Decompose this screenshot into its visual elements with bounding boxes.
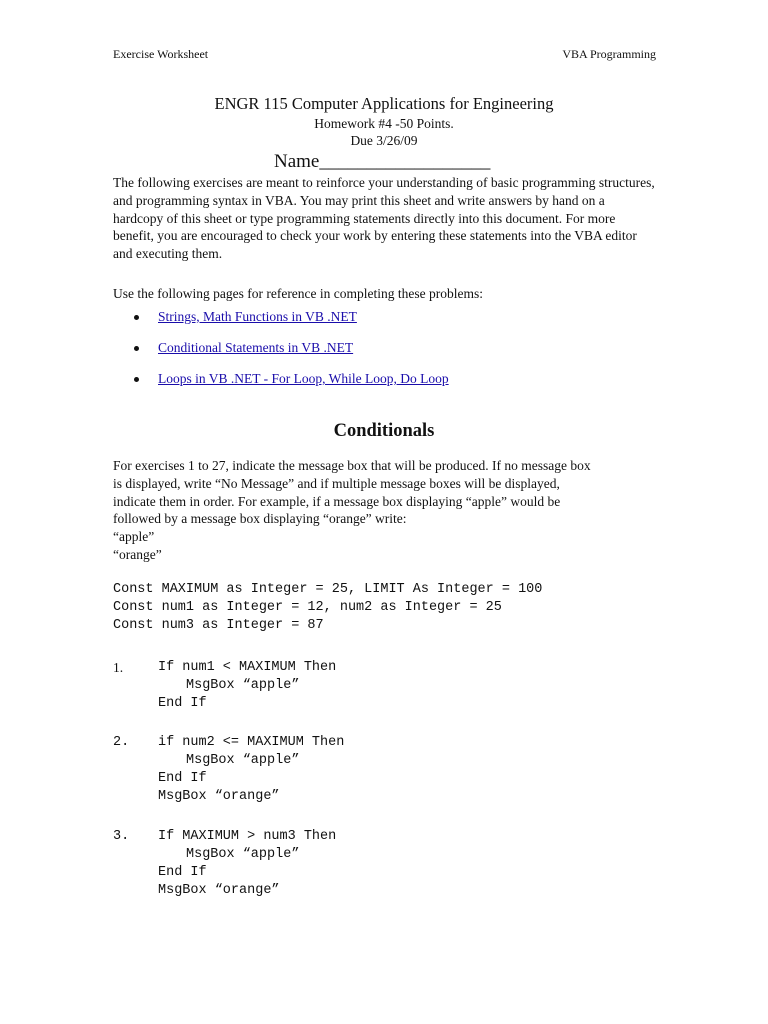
constant-declaration: Const num1 as Integer = 12, num2 as Integer = 25 <box>113 600 502 615</box>
instruction-line: followed by a message box displaying “orange” write: <box>113 511 407 527</box>
bullet-icon <box>134 346 139 351</box>
code-line: MsgBox “apple” <box>186 847 300 862</box>
header-right: VBA Programming <box>562 47 656 61</box>
exercise-number: 1. <box>113 660 124 675</box>
bullet-icon <box>134 377 139 382</box>
code-line: MsgBox “apple” <box>186 678 300 693</box>
header-left: Exercise Worksheet <box>113 47 209 61</box>
name-field[interactable]: Name__________________ <box>274 151 491 172</box>
homework-line: Homework #4 -50 Points. <box>314 116 454 131</box>
loops-link[interactable]: Loops in VB .NET - For Loop, While Loop, Do Loop <box>158 371 449 386</box>
code-line: End If <box>158 771 207 786</box>
exercise-number: 2. <box>113 735 130 750</box>
references-intro: Use the following pages for reference in completing these problems: <box>113 286 484 301</box>
constant-declaration: Const MAXIMUM as Integer = 25, LIMIT As Integer = 100 <box>113 582 543 597</box>
reference-list-item <box>134 308 357 325</box>
example-answer-line: “apple” <box>113 529 155 545</box>
conditional-statements-link[interactable]: Conditional Statements in VB .NET <box>158 340 354 355</box>
bullet-icon <box>134 315 139 320</box>
exercise-number: 3. <box>113 829 130 844</box>
instruction-line: indicate them in order. For example, if a message box displaying “apple” would be <box>113 493 561 509</box>
instruction-line: is displayed, write “No Message” and if multiple message boxes will be displayed, <box>113 475 560 491</box>
code-line: MsgBox “apple” <box>186 753 300 768</box>
example-answer-line: “orange” <box>113 546 162 562</box>
code-line: if num2 <= MAXIMUM Then <box>158 735 345 750</box>
course-title: ENGR 115 Computer Applications for Engineering <box>214 94 554 113</box>
exercise-instructions <box>113 457 658 564</box>
code-line: End If <box>158 865 207 880</box>
intro-paragraph: The following exercises are meant to reinforce your understanding of basic programming structures, and programming syntax in VBA. You may print this sheet and write answers by hand on a hardcopy of this sheet or type programming statements directly into this document. For more benefit, you are encouraged to check your work by entering these statements into the VBA editor and executing them. <box>113 175 655 262</box>
reference-list-item <box>134 339 353 356</box>
code-line: MsgBox “orange” <box>158 789 280 804</box>
code-line: If MAXIMUM > num3 Then <box>158 829 337 844</box>
code-line: End If <box>158 696 207 711</box>
section-title: Conditionals <box>333 421 435 441</box>
constant-declaration: Const num3 as Integer = 87 <box>113 618 324 633</box>
strings-math-link[interactable]: Strings, Math Functions in VB .NET <box>158 309 357 324</box>
code-line: If num1 < MAXIMUM Then <box>158 660 337 675</box>
reference-list-item <box>134 370 449 387</box>
code-line: MsgBox “orange” <box>158 883 280 898</box>
instruction-line: For exercises 1 to 27, indicate the message box that will be produced. If no message box <box>113 458 591 473</box>
due-date: Due 3/26/09 <box>350 133 418 148</box>
